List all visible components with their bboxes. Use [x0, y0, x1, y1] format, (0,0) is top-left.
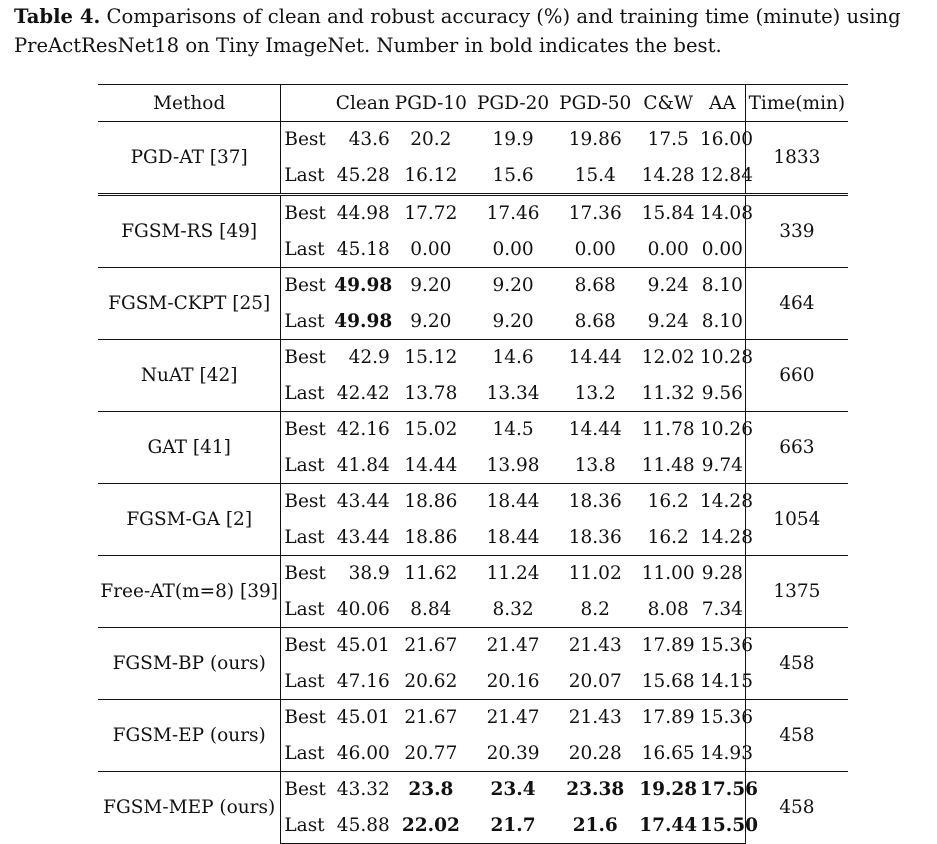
cell-pgd10: 9.20 — [390, 304, 472, 340]
time-cell: 458 — [745, 772, 848, 844]
time-cell: 458 — [745, 628, 848, 700]
cell-cw: 17.5 — [636, 122, 700, 158]
method-name-cell: FGSM-BP (ours) — [98, 628, 281, 700]
cell-pgd50: 18.36 — [554, 484, 636, 520]
table-row — [98, 268, 848, 304]
row-kind-label: Last — [281, 736, 334, 772]
cell-clean: 45.01 — [334, 700, 389, 736]
cell-pgd50: 18.36 — [554, 520, 636, 556]
cell-aa: 10.26 — [700, 412, 745, 448]
results-table — [98, 84, 848, 844]
header-pgd50: PGD-50 — [554, 85, 636, 122]
table-row — [98, 556, 848, 592]
cell-pgd10: 22.02 — [390, 808, 472, 844]
cell-aa: 9.28 — [700, 556, 745, 592]
header-clean: Clean — [334, 85, 389, 122]
method-name-cell: Free-AT(m=8) [39] — [98, 556, 281, 628]
row-kind-label: Best — [281, 772, 334, 808]
cell-pgd20: 19.9 — [472, 122, 554, 158]
cell-pgd20: 9.20 — [472, 304, 554, 340]
header-row — [98, 85, 848, 122]
cell-clean: 45.88 — [334, 808, 389, 844]
cell-pgd20: 9.20 — [472, 268, 554, 304]
cell-pgd50: 14.44 — [554, 340, 636, 376]
cell-pgd10: 18.86 — [390, 484, 472, 520]
cell-aa: 14.28 — [700, 484, 745, 520]
cell-pgd50: 14.44 — [554, 412, 636, 448]
cell-pgd10: 20.77 — [390, 736, 472, 772]
cell-clean: 49.98 — [334, 304, 389, 340]
cell-cw: 11.32 — [636, 376, 700, 412]
cell-pgd20: 21.7 — [472, 808, 554, 844]
method-name-cell: FGSM-CKPT [25] — [98, 268, 281, 340]
cell-pgd50: 13.2 — [554, 376, 636, 412]
cell-aa: 9.74 — [700, 448, 745, 484]
cell-pgd50: 20.07 — [554, 664, 636, 700]
cell-clean: 41.84 — [334, 448, 389, 484]
cell-pgd50: 8.68 — [554, 268, 636, 304]
cell-pgd50: 0.00 — [554, 232, 636, 268]
table-body — [98, 122, 848, 844]
cell-cw: 19.28 — [636, 772, 700, 808]
cell-pgd20: 21.47 — [472, 700, 554, 736]
cell-pgd50: 8.2 — [554, 592, 636, 628]
method-name-cell: NuAT [42] — [98, 340, 281, 412]
cell-clean: 49.98 — [334, 268, 389, 304]
cell-aa: 16.00 — [700, 122, 745, 158]
cell-pgd20: 11.24 — [472, 556, 554, 592]
cell-pgd10: 21.67 — [390, 628, 472, 664]
cell-pgd50: 20.28 — [554, 736, 636, 772]
cell-pgd20: 18.44 — [472, 520, 554, 556]
cell-aa: 7.34 — [700, 592, 745, 628]
cell-pgd20: 13.98 — [472, 448, 554, 484]
cell-pgd20: 20.39 — [472, 736, 554, 772]
cell-pgd20: 18.44 — [472, 484, 554, 520]
method-name-cell: GAT [41] — [98, 412, 281, 484]
cell-pgd10: 11.62 — [390, 556, 472, 592]
cell-pgd10: 15.02 — [390, 412, 472, 448]
header-cw: C&W — [636, 85, 700, 122]
cell-clean: 38.9 — [334, 556, 389, 592]
table-row — [98, 340, 848, 376]
cell-pgd20: 20.16 — [472, 664, 554, 700]
cell-pgd10: 20.62 — [390, 664, 472, 700]
cell-aa: 14.08 — [700, 195, 745, 232]
cell-cw: 8.08 — [636, 592, 700, 628]
header-pgd10: PGD-10 — [390, 85, 472, 122]
cell-cw: 11.78 — [636, 412, 700, 448]
header-pgd20: PGD-20 — [472, 85, 554, 122]
cell-clean: 40.06 — [334, 592, 389, 628]
cell-clean: 46.00 — [334, 736, 389, 772]
cell-pgd10: 18.86 — [390, 520, 472, 556]
time-cell: 1054 — [745, 484, 848, 556]
time-cell: 339 — [745, 195, 848, 268]
time-cell: 1833 — [745, 122, 848, 195]
cell-pgd50: 19.86 — [554, 122, 636, 158]
cell-pgd10: 13.78 — [390, 376, 472, 412]
cell-aa: 9.56 — [700, 376, 745, 412]
header-method: Method — [98, 85, 281, 122]
row-kind-label: Best — [281, 556, 334, 592]
cell-pgd10: 21.67 — [390, 700, 472, 736]
table-row — [98, 122, 848, 158]
cell-pgd20: 23.4 — [472, 772, 554, 808]
cell-pgd20: 0.00 — [472, 232, 554, 268]
cell-pgd50: 21.43 — [554, 700, 636, 736]
row-kind-label: Best — [281, 268, 334, 304]
time-cell: 1375 — [745, 556, 848, 628]
cell-pgd50: 15.4 — [554, 158, 636, 195]
cell-clean: 43.6 — [334, 122, 389, 158]
time-cell: 464 — [745, 268, 848, 340]
row-kind-label: Best — [281, 484, 334, 520]
caption-text: Comparisons of clean and robust accuracy (%) and training time (minute) using PreActResNet18 on Tiny ImageNet. Number in bold indicates the best. — [14, 5, 901, 57]
cell-cw: 0.00 — [636, 232, 700, 268]
cell-cw: 14.28 — [636, 158, 700, 195]
cell-clean: 47.16 — [334, 664, 389, 700]
row-kind-label: Last — [281, 592, 334, 628]
cell-cw: 17.89 — [636, 628, 700, 664]
method-name-cell: FGSM-GA [2] — [98, 484, 281, 556]
cell-clean: 45.18 — [334, 232, 389, 268]
cell-aa: 14.15 — [700, 664, 745, 700]
cell-clean: 42.9 — [334, 340, 389, 376]
cell-pgd10: 15.12 — [390, 340, 472, 376]
method-name-cell: PGD-AT [37] — [98, 122, 281, 195]
cell-clean: 44.98 — [334, 195, 389, 232]
table-row — [98, 700, 848, 736]
row-kind-label: Last — [281, 158, 334, 195]
cell-aa: 14.28 — [700, 520, 745, 556]
method-name-cell: FGSM-MEP (ours) — [98, 772, 281, 844]
table-row — [98, 412, 848, 448]
row-kind-label: Best — [281, 340, 334, 376]
row-kind-label: Last — [281, 664, 334, 700]
cell-pgd50: 21.43 — [554, 628, 636, 664]
cell-clean: 42.16 — [334, 412, 389, 448]
cell-cw: 16.2 — [636, 520, 700, 556]
cell-pgd50: 8.68 — [554, 304, 636, 340]
cell-aa: 10.28 — [700, 340, 745, 376]
caption-label: Table 4. — [14, 5, 101, 28]
cell-aa: 17.56 — [700, 772, 745, 808]
table-row — [98, 484, 848, 520]
table-row — [98, 628, 848, 664]
cell-cw: 11.48 — [636, 448, 700, 484]
header-aa: AA — [700, 85, 745, 122]
cell-clean: 45.28 — [334, 158, 389, 195]
time-cell: 458 — [745, 700, 848, 772]
cell-clean: 42.42 — [334, 376, 389, 412]
cell-pgd10: 16.12 — [390, 158, 472, 195]
time-cell: 660 — [745, 340, 848, 412]
row-kind-label: Last — [281, 520, 334, 556]
cell-aa: 8.10 — [700, 268, 745, 304]
cell-pgd10: 0.00 — [390, 232, 472, 268]
row-kind-label: Last — [281, 376, 334, 412]
cell-pgd50: 21.6 — [554, 808, 636, 844]
cell-aa: 15.36 — [700, 628, 745, 664]
cell-pgd20: 17.46 — [472, 195, 554, 232]
cell-aa: 14.93 — [700, 736, 745, 772]
row-kind-label: Best — [281, 700, 334, 736]
row-kind-label: Best — [281, 412, 334, 448]
row-kind-label: Last — [281, 448, 334, 484]
cell-cw: 12.02 — [636, 340, 700, 376]
row-kind-label: Best — [281, 628, 334, 664]
cell-clean: 43.32 — [334, 772, 389, 808]
table-caption — [14, 2, 929, 60]
cell-pgd50: 17.36 — [554, 195, 636, 232]
cell-cw: 17.89 — [636, 700, 700, 736]
row-kind-label: Best — [281, 122, 334, 158]
cell-pgd10: 20.2 — [390, 122, 472, 158]
table-row — [98, 195, 848, 232]
cell-cw: 16.2 — [636, 484, 700, 520]
cell-aa: 15.50 — [700, 808, 745, 844]
cell-aa: 12.84 — [700, 158, 745, 195]
cell-clean: 43.44 — [334, 520, 389, 556]
cell-pgd10: 9.20 — [390, 268, 472, 304]
cell-clean: 43.44 — [334, 484, 389, 520]
results-table-container — [98, 84, 848, 844]
cell-clean: 45.01 — [334, 628, 389, 664]
method-name-cell: FGSM-RS [49] — [98, 195, 281, 268]
cell-pgd50: 13.8 — [554, 448, 636, 484]
row-kind-label: Last — [281, 808, 334, 844]
row-kind-label: Last — [281, 232, 334, 268]
cell-aa: 15.36 — [700, 700, 745, 736]
cell-pgd20: 14.5 — [472, 412, 554, 448]
cell-pgd10: 14.44 — [390, 448, 472, 484]
cell-cw: 17.44 — [636, 808, 700, 844]
cell-cw: 15.84 — [636, 195, 700, 232]
cell-pgd10: 17.72 — [390, 195, 472, 232]
cell-cw: 9.24 — [636, 268, 700, 304]
cell-cw: 16.65 — [636, 736, 700, 772]
method-name-cell: FGSM-EP (ours) — [98, 700, 281, 772]
row-kind-label: Best — [281, 195, 334, 232]
table-row — [98, 772, 848, 808]
cell-aa: 8.10 — [700, 304, 745, 340]
cell-pgd20: 14.6 — [472, 340, 554, 376]
cell-pgd20: 8.32 — [472, 592, 554, 628]
cell-pgd20: 15.6 — [472, 158, 554, 195]
cell-pgd10: 8.84 — [390, 592, 472, 628]
cell-aa: 0.00 — [700, 232, 745, 268]
header-label-spacer — [281, 85, 334, 122]
header-time: Time(min) — [745, 85, 848, 122]
cell-pgd50: 23.38 — [554, 772, 636, 808]
cell-cw: 15.68 — [636, 664, 700, 700]
cell-pgd50: 11.02 — [554, 556, 636, 592]
cell-pgd20: 21.47 — [472, 628, 554, 664]
cell-cw: 11.00 — [636, 556, 700, 592]
row-kind-label: Last — [281, 304, 334, 340]
cell-cw: 9.24 — [636, 304, 700, 340]
time-cell: 663 — [745, 412, 848, 484]
cell-pgd20: 13.34 — [472, 376, 554, 412]
cell-pgd10: 23.8 — [390, 772, 472, 808]
